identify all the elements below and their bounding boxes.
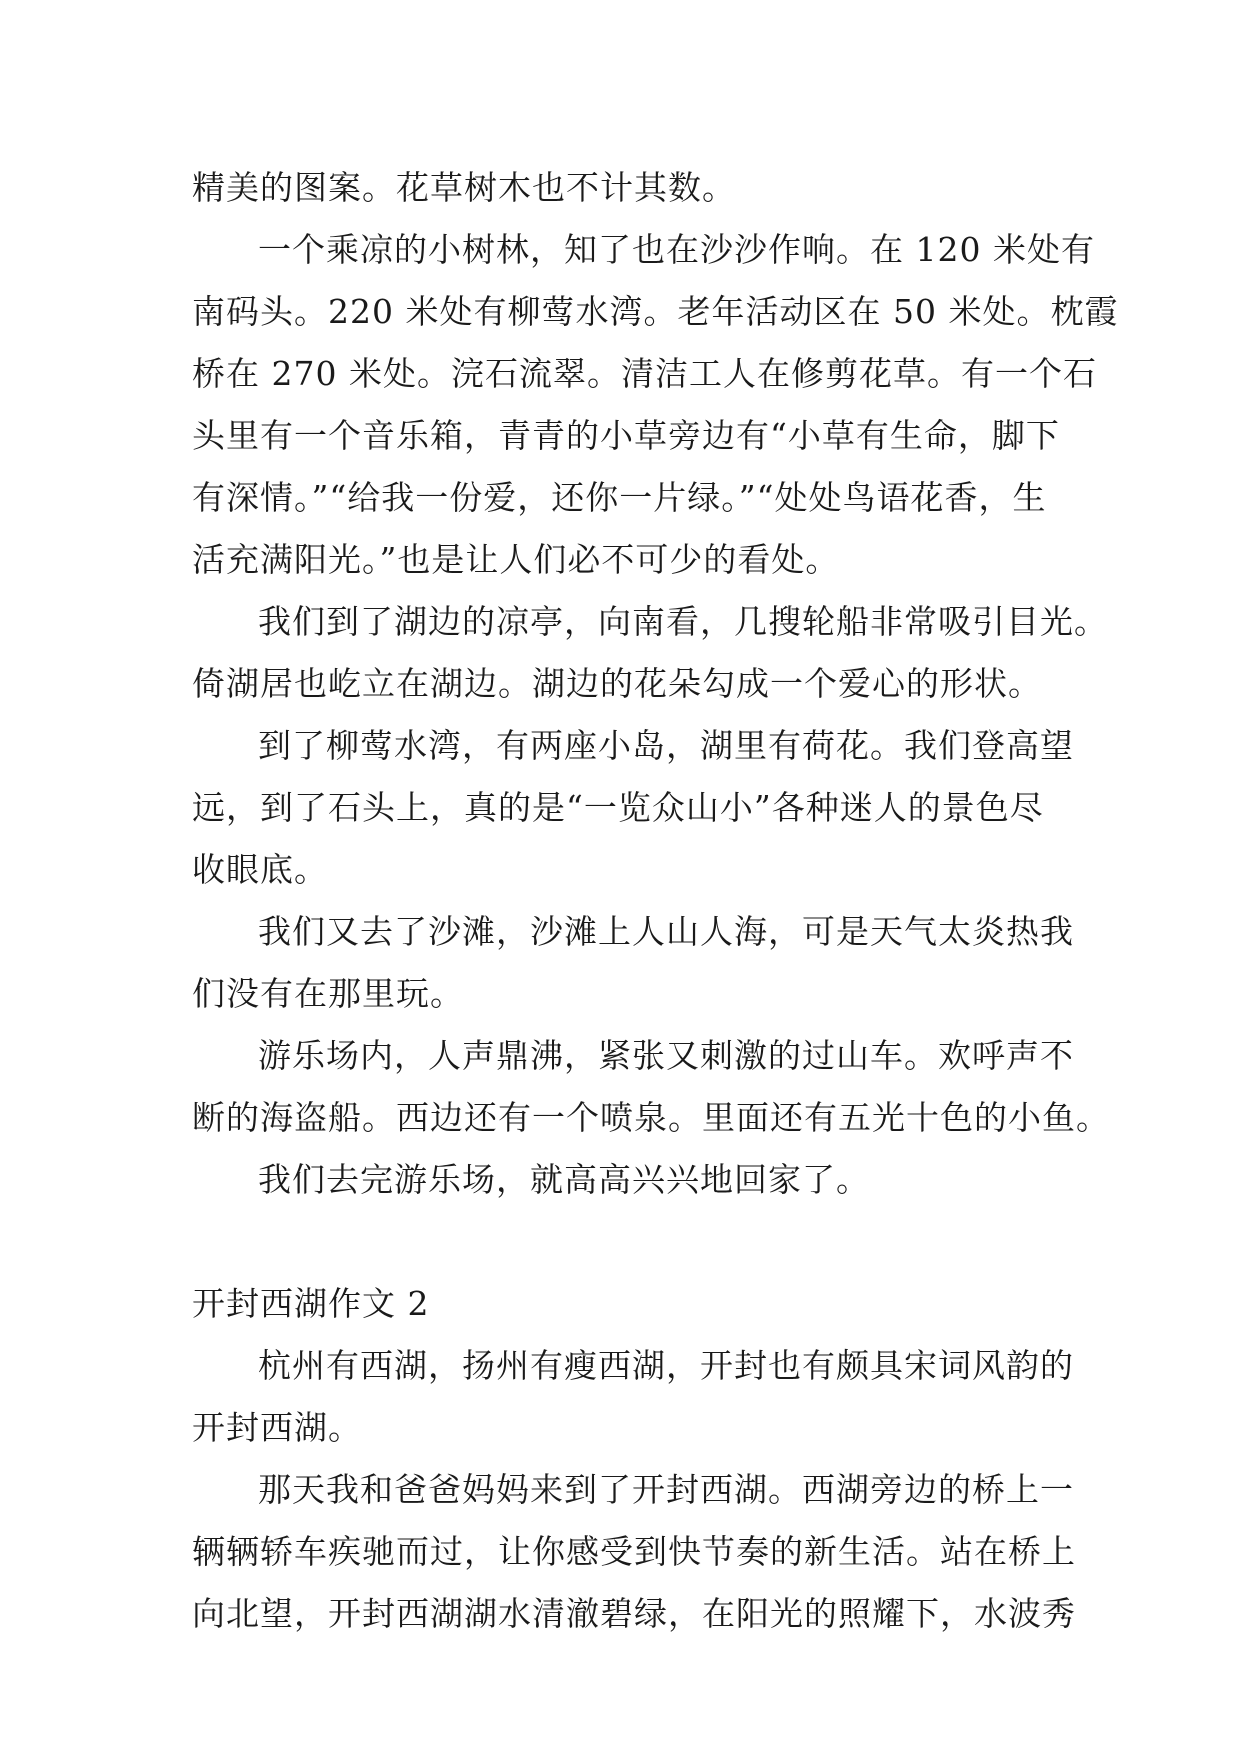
text-line: 有深情。”“给我一份爱，还你一片绿。”“处处鸟语花香，生: [192, 478, 1047, 517]
text-line: 游乐场内，人声鼎沸，紧张又刺激的过山车。欢呼声不: [258, 1036, 1074, 1075]
text-line: 头里有一个音乐箱，青青的小草旁边有“小草有生命，脚下: [192, 416, 1060, 455]
text-line: 向北望，开封西湖湖水清澈碧绿，在阳光的照耀下，水波秀: [192, 1594, 1076, 1633]
text-line: 倚湖居也屹立在湖边。湖边的花朵勾成一个爱心的形状。: [192, 664, 1042, 703]
text-line: 们没有在那里玩。: [192, 974, 464, 1013]
text-line: 一个乘凉的小树林，知了也在沙沙作响。在 120 米处有: [258, 230, 1095, 269]
text-line: 我们又去了沙滩，沙滩上人山人海，可是天气太炎热我: [258, 912, 1074, 951]
text-line: 南码头。220 米处有柳莺水湾。老年活动区在 50 米处。枕霞: [192, 292, 1119, 331]
text-line: 辆辆轿车疾驰而过，让你感受到快节奏的新生活。站在桥上: [192, 1532, 1076, 1571]
section-heading: 开封西湖作文 2: [192, 1284, 430, 1323]
text-line: 我们到了湖边的凉亭，向南看，几搜轮船非常吸引目光。: [258, 602, 1108, 641]
text-line: 到了柳莺水湾，有两座小岛，湖里有荷花。我们登高望: [258, 726, 1074, 765]
text-line: 远，到了石头上，真的是“一览众山小”各种迷人的景色尽: [192, 788, 1044, 827]
text-line: 精美的图案。花草树木也不计其数。: [192, 168, 736, 207]
text-line: 收眼底。: [192, 850, 328, 889]
text-line: 那天我和爸爸妈妈来到了开封西湖。西湖旁边的桥上一: [258, 1470, 1074, 1509]
text-line: 开封西湖。: [192, 1408, 362, 1447]
text-line: 断的海盗船。西边还有一个喷泉。里面还有五光十色的小鱼。: [192, 1098, 1110, 1137]
text-line: 我们去完游乐场，就高高兴兴地回家了。: [258, 1160, 870, 1199]
text-line: 桥在 270 米处。浣石流翠。清洁工人在修剪花草。有一个石: [192, 354, 1097, 393]
text-line: 活充满阳光。”也是让人们必不可少的看处。: [192, 540, 840, 579]
text-line: 杭州有西湖，扬州有瘦西湖，开封也有颇具宋词风韵的: [258, 1346, 1074, 1385]
